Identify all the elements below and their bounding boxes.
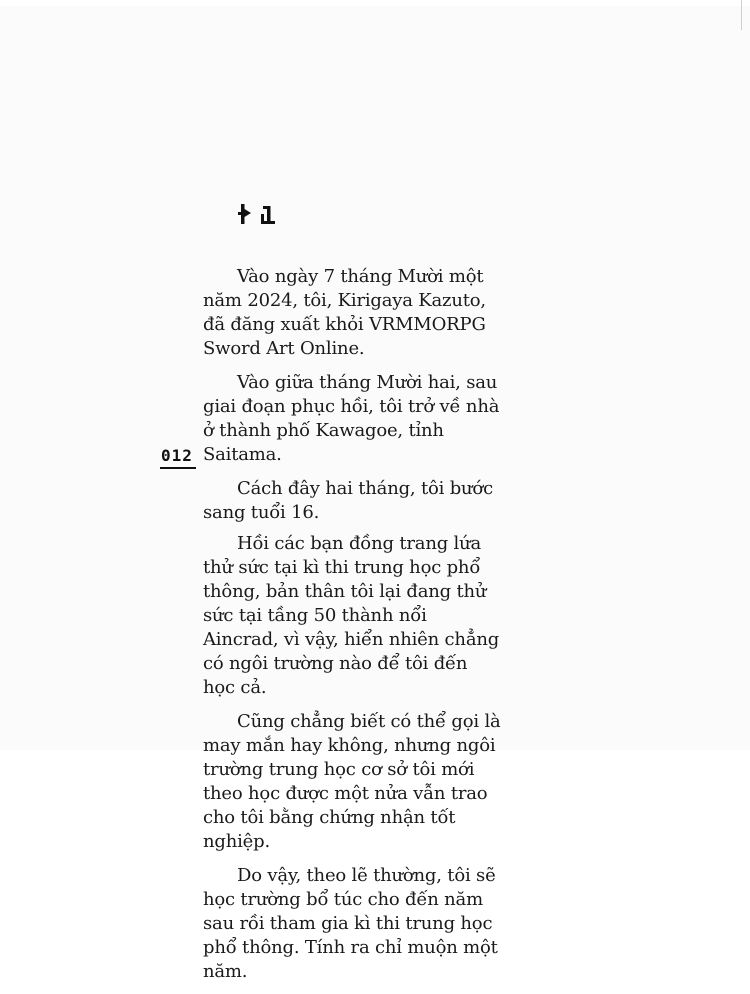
page-number-text: 012 <box>161 446 193 465</box>
page-number <box>160 443 200 473</box>
chapter-mark-notch <box>238 212 241 215</box>
body-text <box>203 265 503 994</box>
page-crease <box>741 0 742 30</box>
paragraph-5: Cũng chẳng biết có thể gọi là may mắn hay không, nhưng ngôi trường trung học cơ sở tôi mới theo học được một nửa vẫn trao cho tôi bằng chứng nhận tốt nghiệp. <box>203 711 501 852</box>
paragraph-4: Hồi các bạn đồng trang lứa thử sức tại kì thi trung học phổ thông, bản thân tôi lại đang thử sức tại tầng 50 thành nổi Aincrad, vì vậy, hiển nhiên chẳng có ngôi trường nào để tôi đến học cả. <box>203 533 500 698</box>
chapter-mark-arrow <box>245 209 252 217</box>
paragraph-2: Vào giữa tháng Mười hai, sau giai đoạn phục hồi, tôi trở về nhà ở thành phố Kawagoe, tỉnh Saitama. <box>203 372 500 465</box>
paragraph-6: Do vậy, theo lẽ thường, tôi sẽ học trường bổ túc cho đến năm sau rồi tham gia kì thi trung học phổ thông. Tính ra chỉ muộn một năm. <box>203 865 498 982</box>
chapter-mark-stem <box>241 204 245 224</box>
chapter-mark <box>238 200 278 226</box>
page-number-underline <box>160 467 196 469</box>
page-top-edge <box>0 0 750 6</box>
chapter-mark-one-foot <box>261 214 264 224</box>
paragraph-1: Vào ngày 7 tháng Mười một năm 2024, tôi, Kirigaya Kazuto, đã đăng xuất khỏi VRMMORPG Sword Art Online. <box>203 266 486 359</box>
paragraph-3: Cách đây hai tháng, tôi bước sang tuổi 16. <box>203 478 493 523</box>
